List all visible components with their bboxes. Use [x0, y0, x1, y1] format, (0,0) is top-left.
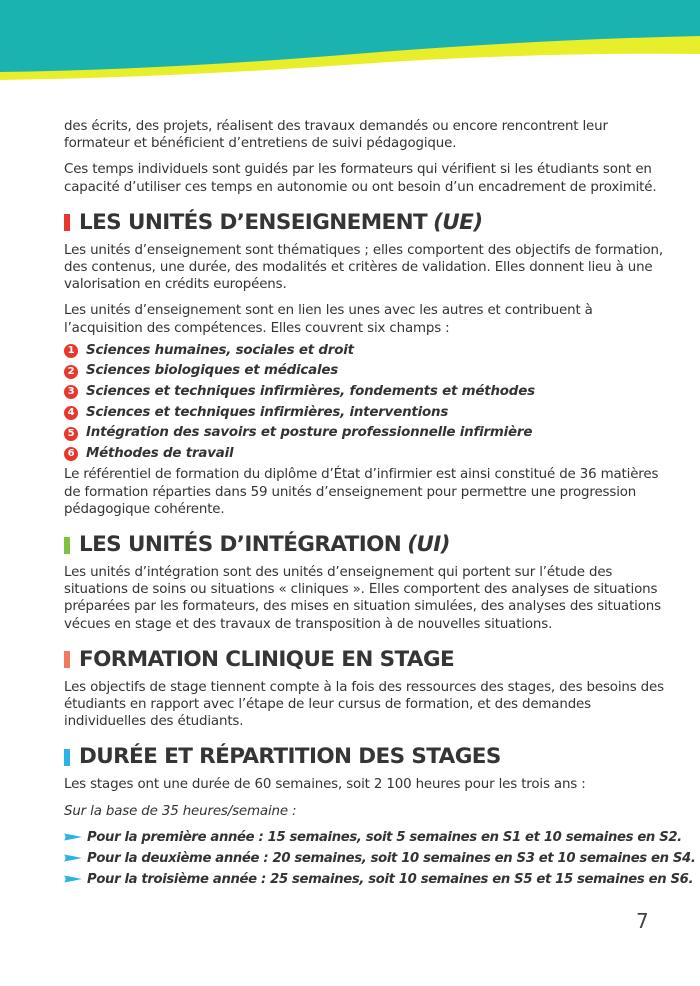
number-badge-icon: 6 — [64, 447, 78, 461]
stage-heading — [64, 647, 664, 673]
ue-heading-marker — [64, 214, 70, 231]
champ-item — [64, 382, 664, 403]
stage-year-label: Pour la deuxième année : 20 semaines, soit 10 semaines en S3 et 10 semaines en S4. — [87, 850, 696, 866]
stage-year-item — [64, 869, 694, 890]
ui-heading-abbr: (UI) — [407, 532, 450, 557]
champ-label: Sciences humaines, sociales et droit — [86, 342, 354, 358]
arrow-bullet-icon — [64, 853, 82, 863]
champ-label: Intégration des savoirs et posture professionnelle infirmière — [86, 425, 533, 441]
stage-year-item — [64, 827, 682, 848]
header-banner — [0, 0, 700, 90]
champ-item — [64, 444, 664, 465]
stage-paragraph-1: Les objectifs de stage tiennent compte à la fois des ressources des stages, des besoins des étudiants en rapport avec l’étape de leur cursus de formation, et des demandes individuelles des étudiants. — [64, 679, 664, 730]
stage-year-item — [64, 848, 696, 869]
champ-item — [64, 341, 664, 362]
ui-heading-marker — [64, 537, 70, 554]
arrow-bullet-icon — [64, 832, 82, 842]
stage-year-label: Pour la troisième année : 25 semaines, soit 10 semaines en S5 et 15 semaines en S6. — [87, 871, 694, 887]
intro-paragraph-1: des écrits, des projets, réalisent des travaux demandés ou encore rencontrent leur formateur et bénéficient d’entretiens de suivi pédagogique. — [64, 119, 608, 152]
number-badge-icon: 2 — [64, 365, 78, 379]
number-badge-icon: 5 — [64, 427, 78, 441]
champ-label: Méthodes de travail — [86, 445, 234, 461]
ue-paragraph-3: Le référentiel de formation du diplôme d’État d’infirmier est ainsi constitué de 36 matières de formation réparties dans 59 unités d’enseignement pour permettre une progression pédagogique cohérente. — [64, 467, 659, 517]
arrow-bullet-icon — [64, 874, 82, 884]
ue-heading-title: LES UNITÉS D’ENSEIGNEMENT — [79, 209, 428, 235]
stage-heading-title: FORMATION CLINIQUE EN STAGE — [79, 646, 455, 672]
ui-heading — [64, 532, 664, 558]
ui-paragraph-1: Les unités d’intégration sont des unités d’enseignement qui portent sur l’étude des situations de soins ou situations « cliniques ». Elles comportent des analyses de situations préparées par les formateurs, des mises en situation simulées, des analyses des situations vécues en stage et des travaux de transposition à de nouvelles situations. — [64, 565, 661, 632]
duree-paragraph-1: Les stages ont une durée de 60 semaines, soit 2 100 heures pour les trois ans : — [64, 777, 586, 793]
page-content — [64, 118, 696, 890]
intro-paragraph-2: Ces temps individuels sont guidés par les formateurs qui vérifient si les étudiants sont en capacité d’utiliser ces temps en autonomie ou ont besoin d’un encadrement de proximité. — [64, 162, 657, 195]
ue-heading-abbr: (UE) — [433, 209, 483, 235]
ue-heading — [64, 210, 664, 236]
duree-heading-title: DURÉE ET RÉPARTITION DES STAGES — [79, 744, 501, 770]
stages-list — [64, 827, 696, 890]
champ-label: Sciences et techniques infirmières, fondements et méthodes — [86, 384, 535, 400]
ue-champs-list — [64, 341, 664, 465]
duree-paragraph-2: Sur la base de 35 heures/semaine : — [64, 803, 297, 819]
duree-heading — [64, 744, 664, 770]
ue-paragraph-1: Les unités d’enseignement sont thématiques ; elles comportent des objectifs de formation, des contenus, une durée, des modalités et critères de validation. Elles donnent lieu à une valorisation en crédits européens. — [64, 242, 663, 293]
stage-year-label: Pour la première année : 15 semaines, soit 5 semaines en S1 et 10 semaines en S2. — [87, 829, 682, 845]
champ-label: Sciences biologiques et médicales — [86, 363, 338, 379]
duree-heading-marker — [64, 749, 70, 766]
ue-paragraph-2: Les unités d’enseignement sont en lien les unes avec les autres et contribuent à l’acquisition des compétences. Elles couvrent six champs : — [64, 303, 593, 336]
champ-item — [64, 423, 664, 444]
number-badge-icon: 3 — [64, 385, 78, 399]
champ-label: Sciences et techniques infirmières, interventions — [86, 404, 449, 420]
number-badge-icon: 1 — [64, 344, 78, 358]
champ-item — [64, 403, 664, 424]
ui-heading-title: LES UNITÉS D’INTÉGRATION — [79, 532, 402, 557]
page-number: 7 — [636, 909, 649, 933]
number-badge-icon: 4 — [64, 406, 78, 420]
stage-heading-marker — [64, 651, 70, 668]
champ-item — [64, 361, 664, 382]
